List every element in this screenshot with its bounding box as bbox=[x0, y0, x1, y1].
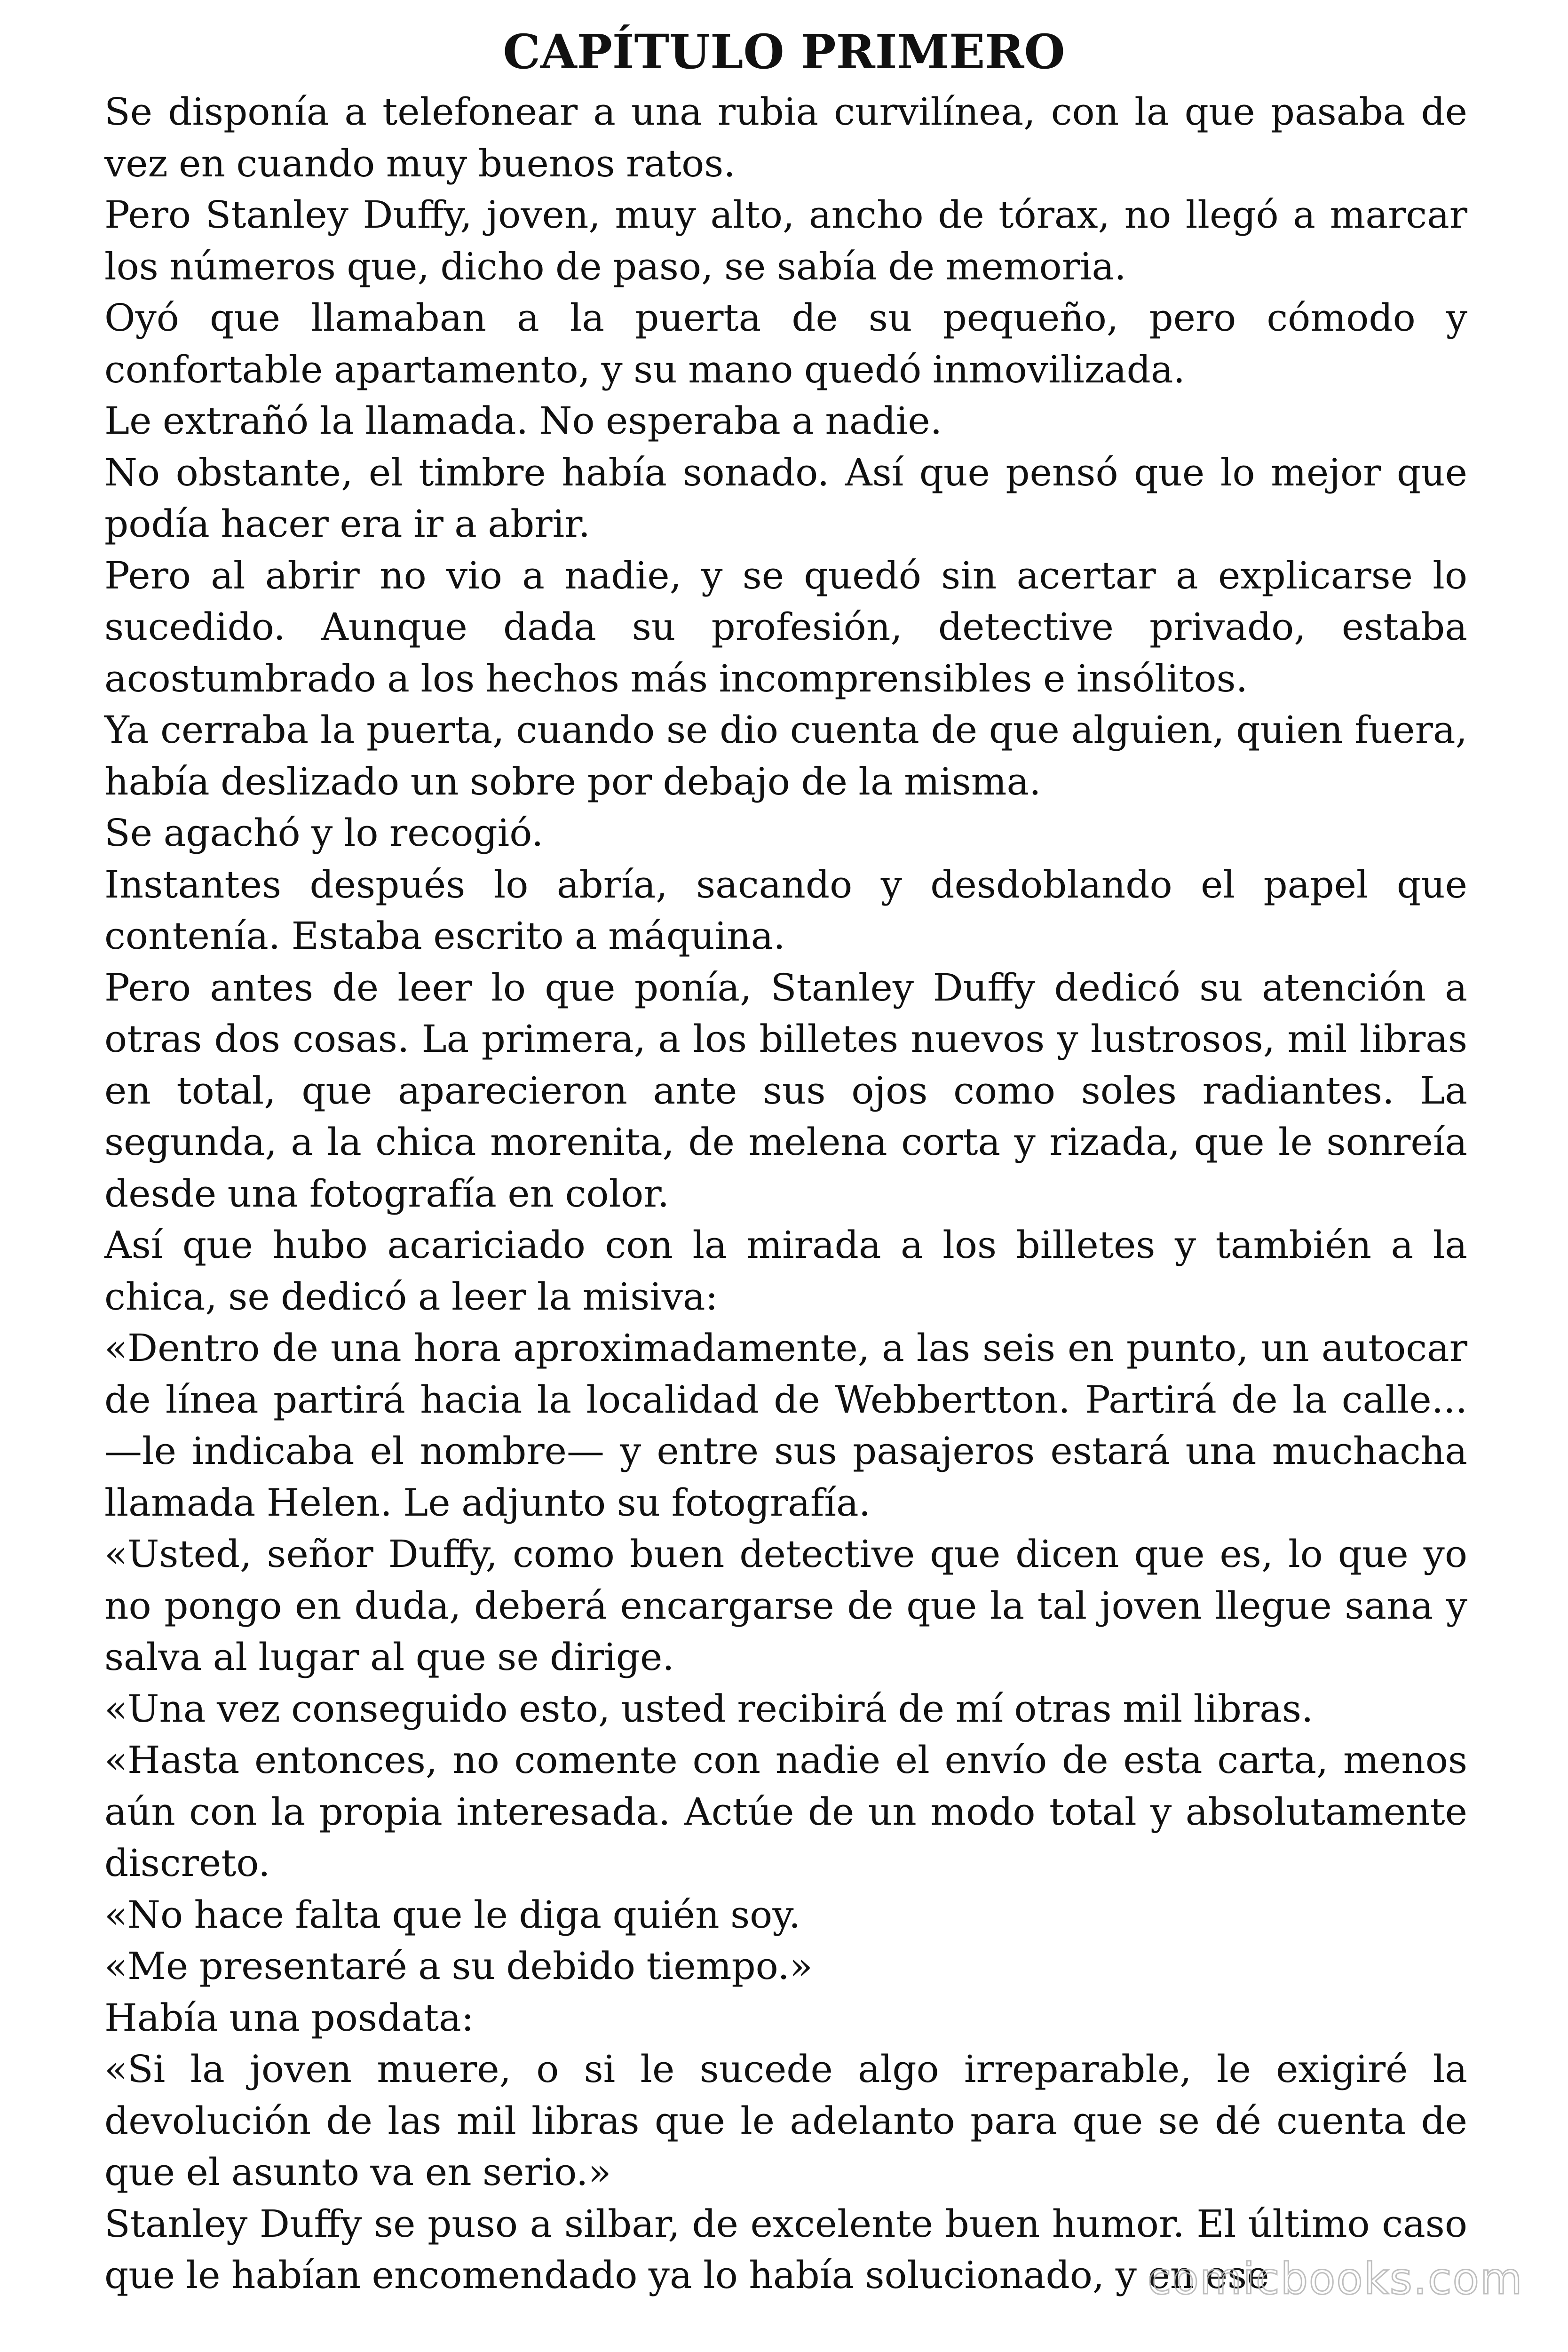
paragraph: Ya cerraba la puerta, cuando se dio cuenta de que alguien, quien fuera, había deslizado un sobre por debajo de la misma. bbox=[104, 708, 1467, 803]
paragraph: Pero Stanley Duffy, joven, muy alto, ancho de tórax, no llegó a marcar los números que, dicho de paso, se sabía de memoria. bbox=[104, 193, 1467, 288]
paragraph: «Hasta entonces, no comente con nadie el envío de esta carta, menos aún con la propia interesada. Actúe de un modo total y absolutamente discreto. bbox=[104, 1738, 1467, 1885]
paragraph: «Usted, señor Duffy, como buen detective que dicen que es, lo que yo no pongo en duda, deberá encargarse de que la tal joven llegue sana y salva al lugar al que se dirige. bbox=[104, 1532, 1467, 1679]
paragraph: Pero antes de leer lo que ponía, Stanley Duffy dedicó su atención a otras dos cosas. La primera, a los billetes nuevos y lustrosos, mil libras en total, que aparecieron ante sus ojos como soles radiantes. La segunda, a la chica morenita, de melena corta y rizada, que le sonreía desde una fotografía en color. bbox=[104, 965, 1467, 1216]
paragraph: No obstante, el timbre había sonado. Así que pensó que lo mejor que podía hacer era ir a abrir. bbox=[104, 450, 1467, 546]
paragraph: Pero al abrir no vio a nadie, y se quedó sin acertar a explicarse lo sucedido. Aunque dada su profesión, detective privado, estaba acostumbrado a los hechos más incomprensibles e insólitos. bbox=[104, 553, 1467, 700]
paragraph: «Dentro de una hora aproximadamente, a las seis en punto, un autocar de línea partirá hacia la localidad de Webbertton. Partirá de la calle... —le indicaba el nombre— y entre sus pasajeros estará una muchacha llamada Helen. Le adjunto su fotografía. bbox=[104, 1326, 1467, 1525]
paragraph: Se agachó y lo recogió. bbox=[104, 811, 544, 855]
paragraph: «Si la joven muere, o si le sucede algo irreparable, le exigiré la devolución de las mil libras que le adelanto para que se dé cuenta de que el asunto va en serio.» bbox=[104, 2047, 1467, 2194]
paragraph: Instantes después lo abría, sacando y desdoblando el papel que contenía. Estaba escrito a máquina. bbox=[104, 862, 1467, 958]
paragraph: Así que hubo acariciado con la mirada a los billetes y también a la chica, se dedicó a leer la misiva: bbox=[104, 1223, 1467, 1319]
paragraph: «No hace falta que le diga quién soy. bbox=[104, 1892, 801, 1937]
paragraph: Oyó que llamaban a la puerta de su pequeño, pero cómodo y confortable apartamento, y su mano quedó inmovilizada. bbox=[104, 296, 1467, 391]
chapter-title: CAPÍTULO PRIMERO bbox=[503, 24, 1065, 79]
watermark: comicbooks.com bbox=[1148, 2254, 1523, 2304]
paragraph: «Una vez conseguido esto, usted recibirá de mí otras mil libras. bbox=[104, 1686, 1314, 1731]
paragraph: Había una posdata: bbox=[104, 1995, 474, 2040]
paragraph: Se disponía a telefonear a una rubia curvilínea, con la que pasaba de vez en cuando muy buenos ratos. bbox=[104, 90, 1467, 185]
paragraph: «Me presentaré a su debido tiempo.» bbox=[104, 1944, 813, 1988]
chapter-body bbox=[104, 86, 1467, 2301]
paragraph: Le extrañó la llamada. No esperaba a nadie. bbox=[104, 399, 942, 443]
paragraph: Stanley Duffy se puso a silbar, de excelente buen humor. El último caso que le habían encomendado ya lo había solucionado, y en ese bbox=[104, 2201, 1467, 2297]
